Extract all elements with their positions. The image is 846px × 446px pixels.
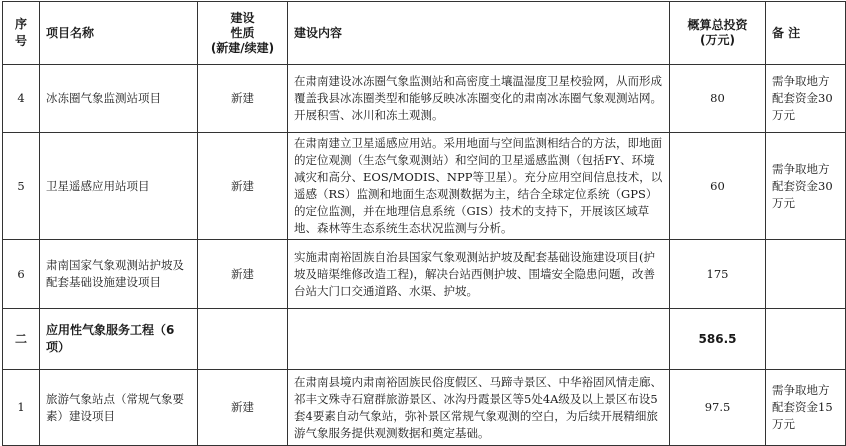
row-content: 在肃南建立卫星遥感应用站。采用地面与空间监测相结合的方法，即地面的定位观测（生态气象观测站）和空间的卫星遥感监测（包括FY、环境减灾和高分、EOS/MODIS、NPP等卫星）。充分应用空间信息技术，以遥感（RS）监测和地面生态观测数据为主，结合全球定位系统（GPS）的定位监测，并在地理信息系统（GIS）技术的支持下，开展该区域草地、森林等生态系统生态状况监测与分析。 bbox=[288, 133, 670, 240]
row-name: 旅游气象站点（常规气象要素）建设项目 bbox=[40, 370, 198, 446]
row-investment: 97.5 bbox=[670, 370, 766, 446]
section-seq: 二 bbox=[3, 309, 40, 370]
row-name: 冰冻圈气象监测站项目 bbox=[40, 65, 198, 133]
row-nature: 新建 bbox=[198, 133, 288, 240]
header-remark: 备 注 bbox=[766, 2, 846, 65]
header-nature-line1: 建设 bbox=[230, 10, 255, 25]
header-content: 建设内容 bbox=[288, 2, 670, 65]
table-section-row bbox=[3, 309, 846, 370]
row-name: 卫星遥感应用站项目 bbox=[40, 133, 198, 240]
header-nature-line2: 性质 bbox=[230, 25, 255, 40]
header-seq-text: 序号 bbox=[14, 17, 27, 48]
row-seq: 5 bbox=[3, 133, 40, 240]
row-seq: 4 bbox=[3, 65, 40, 133]
row-remark: 需争取地方配套资金15万元 bbox=[766, 370, 846, 446]
header-nature bbox=[198, 2, 288, 65]
row-content: 在肃南县境内肃南裕固族民俗度假区、马蹄寺景区、中华裕固风情走廊、祁丰文殊寺石窟群旅游景区、冰沟丹霞景区等5处4A级及以上景区布设5套4要素自动气象站，弥补景区常规气象观测的空白，为后续开展精细旅游气象服务提供观测数据和奠定基础。 bbox=[288, 370, 670, 446]
header-investment-line1: 概算总投资 bbox=[687, 18, 748, 32]
section-nature bbox=[198, 309, 288, 370]
row-investment: 80 bbox=[670, 65, 766, 133]
row-content: 实施肃南裕固族自治县国家气象观测站护坡及配套基础设施建设项目(护坡及暗渠维修改造工程)，解决台站西侧护坡、围墙安全隐患问题，改善台站大门口交通道路、水渠、护坡。 bbox=[288, 240, 670, 309]
section-investment: 586.5 bbox=[670, 309, 766, 370]
project-table bbox=[2, 1, 846, 446]
row-name: 肃南国家气象观测站护坡及配套基础设施建设项目 bbox=[40, 240, 198, 309]
row-nature: 新建 bbox=[198, 65, 288, 133]
row-nature: 新建 bbox=[198, 240, 288, 309]
row-content: 在肃南建设冰冻圈气象监测站和高密度土壤温湿度卫星校验网，从而形成覆盖我县冰冻圈类型和能够反映冰冻圈变化的肃南冰冻圈气象观测站网。开展积雪、冰川和冻土观测。 bbox=[288, 65, 670, 133]
table-row bbox=[3, 240, 846, 309]
row-remark: 需争取地方配套资金30万元 bbox=[766, 65, 846, 133]
table-row bbox=[3, 133, 846, 240]
row-investment: 175 bbox=[670, 240, 766, 309]
section-name: 应用性气象服务工程（6项） bbox=[40, 309, 198, 370]
header-seq bbox=[3, 2, 40, 65]
row-remark bbox=[766, 240, 846, 309]
section-remark bbox=[766, 309, 846, 370]
table-row bbox=[3, 65, 846, 133]
header-nature-line3: (新建/续建) bbox=[210, 40, 275, 55]
row-investment: 60 bbox=[670, 133, 766, 240]
section-content bbox=[288, 309, 670, 370]
row-seq: 1 bbox=[3, 370, 40, 446]
row-seq: 6 bbox=[3, 240, 40, 309]
row-nature: 新建 bbox=[198, 370, 288, 446]
header-name: 项目名称 bbox=[40, 2, 198, 65]
row-remark: 需争取地方配套资金30万元 bbox=[766, 133, 846, 240]
table-header-row bbox=[3, 2, 846, 65]
table-row bbox=[3, 370, 846, 446]
header-investment bbox=[670, 2, 766, 65]
header-investment-line2: (万元) bbox=[700, 33, 735, 47]
